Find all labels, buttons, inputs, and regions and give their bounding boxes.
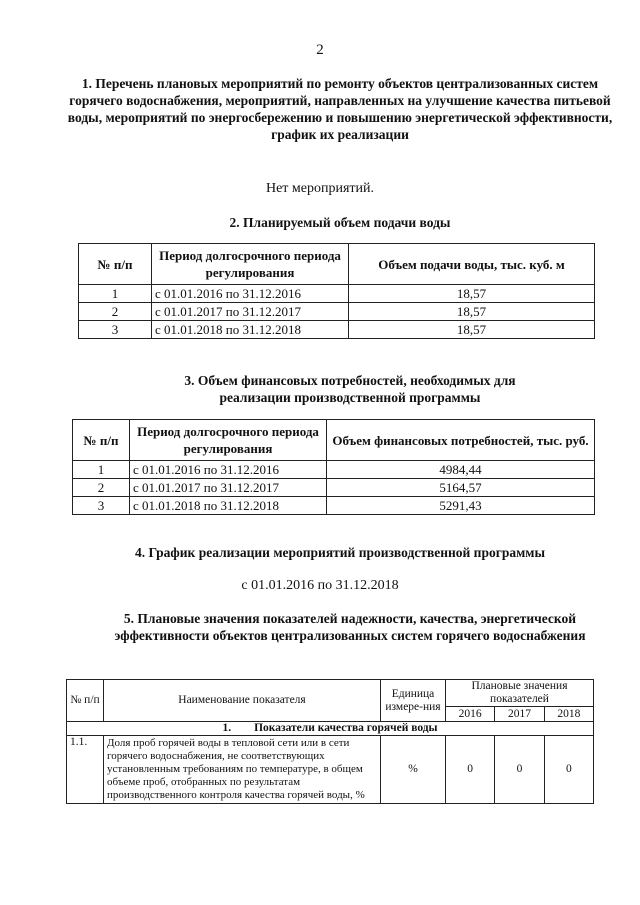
financial-needs-table: [72, 419, 595, 515]
row-num: 1: [73, 461, 130, 479]
col-year-header: 2016: [446, 707, 495, 722]
section4-title: 4. График реализации мероприятий производственной программы: [134, 545, 546, 560]
section3-title: 3. Объем финансовых потребностей, необходимых для реализации производственной программы: [184, 373, 516, 405]
col-unit-header: Единица измере-ния: [381, 680, 446, 722]
col-year-header: 2018: [544, 707, 593, 722]
row-value: 18,57: [349, 303, 595, 321]
row-period: с 01.01.2017 по 31.12.2017: [152, 303, 349, 321]
row-value-2018: 0: [544, 736, 593, 804]
col-year-header: 2017: [495, 707, 544, 722]
row-period: с 01.01.2017 по 31.12.2017: [130, 479, 327, 497]
table-row: [73, 479, 595, 497]
table-row: [79, 321, 595, 339]
group-row: [67, 722, 594, 736]
table-row: [79, 303, 595, 321]
col-num-header: № п/п: [79, 244, 152, 285]
col-name-header: Наименование показателя: [104, 680, 381, 722]
table-row: [73, 497, 595, 515]
group-num: 1.: [222, 722, 232, 734]
col-num-header: № п/п: [67, 680, 104, 722]
row-num: 3: [79, 321, 152, 339]
col-volume-header: Объем подачи воды, тыс. куб. м: [349, 244, 595, 285]
table-row: [73, 461, 595, 479]
group-title: Показатели качества горячей воды: [254, 722, 438, 734]
water-supply-table: [78, 243, 595, 339]
row-value: 4984,44: [327, 461, 595, 479]
row-value: 18,57: [349, 285, 595, 303]
col-period-header: Период долгосрочного периода регулирования: [130, 420, 327, 461]
indicators-table: [66, 679, 594, 804]
section5-title: 5. Плановые значения показателей надежности, качества, энергетической эффективности объектов централизованных систем горячего водоснабжения: [114, 611, 586, 643]
row-period: с 01.01.2016 по 31.12.2016: [130, 461, 327, 479]
row-num: 3: [73, 497, 130, 515]
row-value: 5291,43: [327, 497, 595, 515]
table-row: [79, 285, 595, 303]
row-period: с 01.01.2018 по 31.12.2018: [130, 497, 327, 515]
row-name: Доля проб горячей воды в тепловой сети или в сети горячего водоснабжения, не соответствующих установленным требованиям по температуре, в общем объеме проб, отобранных по результатам производственного контроля качества горячей воды, %: [104, 736, 381, 804]
row-unit: %: [381, 736, 446, 804]
col-num-header: № п/п: [73, 420, 130, 461]
section1-title: 1. Перечень плановых мероприятий по ремонту объектов централизованных систем горячего водоснабжения, мероприятий, направленных на улучшение качества питьевой воды, мероприятий по энергосбережению и повышению энергетической эффективности, график их реализации: [67, 76, 613, 142]
section1-note: Нет мероприятий.: [265, 181, 375, 196]
row-period: с 01.01.2018 по 31.12.2018: [152, 321, 349, 339]
page-number: 2: [316, 42, 324, 58]
row-period: с 01.01.2016 по 31.12.2016: [152, 285, 349, 303]
col-planned-header: Плановые значения показателей: [446, 680, 594, 707]
section4-period: с 01.01.2016 по 31.12.2018: [241, 578, 399, 593]
table-row: [67, 736, 594, 804]
row-num: 1.1.: [67, 736, 104, 804]
row-num: 1: [79, 285, 152, 303]
row-value-2017: 0: [495, 736, 544, 804]
row-value: 18,57: [349, 321, 595, 339]
row-num: 2: [79, 303, 152, 321]
row-value: 5164,57: [327, 479, 595, 497]
row-value-2016: 0: [446, 736, 495, 804]
row-num: 2: [73, 479, 130, 497]
section2-title: 2. Планируемый объем подачи воды: [229, 215, 451, 230]
col-period-header: Период долгосрочного периода регулирования: [152, 244, 349, 285]
col-finance-header: Объем финансовых потребностей, тыс. руб.: [327, 420, 595, 461]
